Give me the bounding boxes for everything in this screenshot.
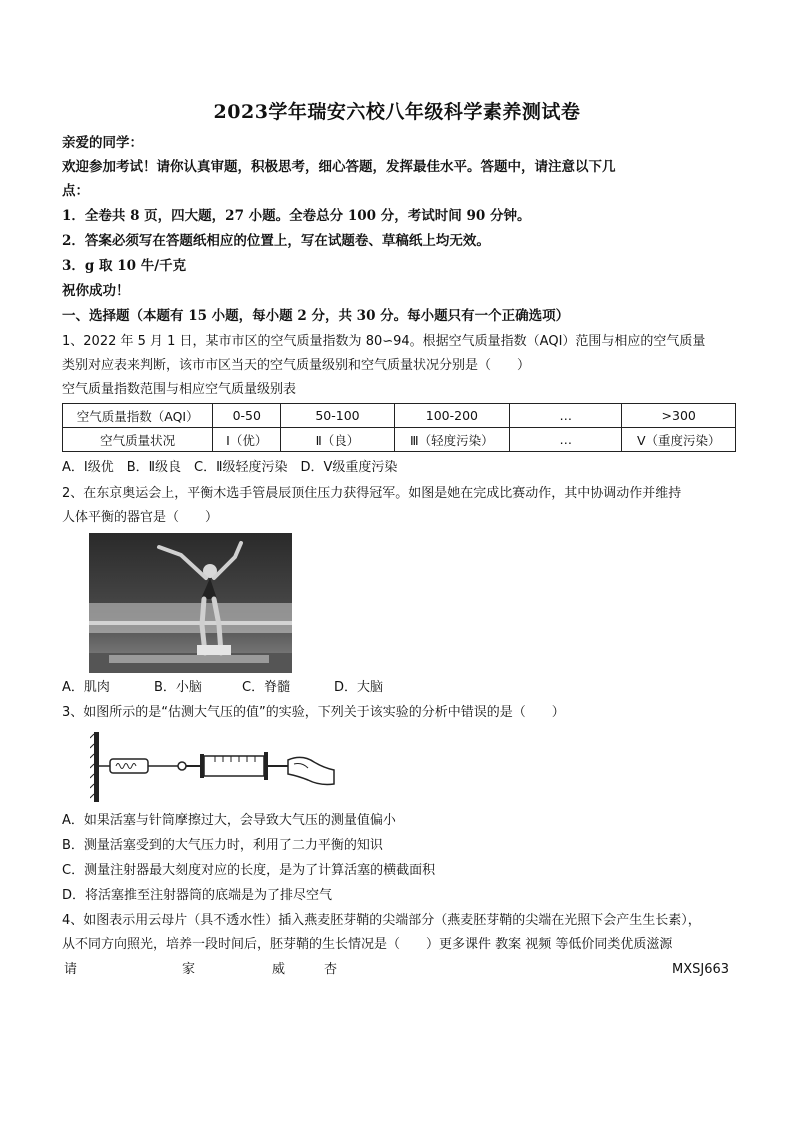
gymnast-photo-image xyxy=(89,533,292,673)
exam-title: 2023学年瑞安六校八年级科学素养测试卷 xyxy=(213,101,581,123)
footer-char: 家 xyxy=(182,962,196,977)
table-cell: Ⅲ（轻度污染） xyxy=(394,428,509,452)
table-cell: >300 xyxy=(622,404,736,428)
q3-option-d: D．将活塞推至注射器筒的底端是为了排尽空气 xyxy=(62,888,333,903)
q3-stem: 3、如图所示的是“估测大气压的值”的实验，下列关于该实验的分析中错误的是（ ） xyxy=(62,705,565,720)
q2-options xyxy=(62,678,742,698)
table-cell: … xyxy=(509,404,622,428)
q2-stem-line2: 人体平衡的器官是（ ） xyxy=(62,510,219,525)
q4-stem-line2: 从不同方向照光，培养一段时间后，胚芽鞘的生长情况是（ ）更多课件 教案 视频 等低价同类优质滋源 xyxy=(62,937,673,952)
note-1: 1．全卷共 8 页，四大题，27 小题。全卷总分 100 分，考试时间 90 分钟。 xyxy=(62,208,531,224)
q2-stem-line1: 2、在东京奥运会上，平衡木选手管晨辰顶住压力获得冠军。如图是她在完成比赛动作，其中协调动作并维持 xyxy=(62,486,682,501)
q2-option-a: A．肌肉 xyxy=(62,680,110,695)
q1-stem-line2: 类别对应表来判断，该市市区当天的空气质量级别和空气质量状况分别是（ ） xyxy=(62,358,531,373)
syringe-diagram xyxy=(90,726,340,804)
table-cell: Ⅱ（良） xyxy=(281,428,395,452)
q1-stem-line1: 1、2022 年 5 月 1 日，某市市区的空气质量指数为 80∽94。根据空气质量指数（AQI）范围与相应的空气质量 xyxy=(62,334,706,349)
note-3: 3．g 取 10 牛/千克 xyxy=(62,258,187,274)
table-cell: 100-200 xyxy=(394,404,509,428)
intro-text-cont: 点： xyxy=(62,183,89,199)
wish-text: 祝你成功！ xyxy=(62,283,130,299)
syringe-experiment-figure xyxy=(90,726,340,804)
q1-options: A．Ⅰ级优 B．Ⅱ级良 C．Ⅱ级轻度污染 D．Ⅴ级重度污染 xyxy=(62,460,398,475)
table-cell: 空气质量指数（AQI） xyxy=(63,404,213,428)
table-cell: 50-100 xyxy=(281,404,395,428)
aqi-table xyxy=(62,403,736,452)
note-2: 2．答案必须写在答题纸相应的位置上，写在试题卷、草稿纸上均无效。 xyxy=(62,233,490,249)
q3-option-c: C．测量注射器最大刻度对应的长度，是为了计算活塞的横截面积 xyxy=(62,863,436,878)
q3-option-a: A．如果活塞与针筒摩擦过大，会导致大气压的测量值偏小 xyxy=(62,813,396,828)
table-cell: 空气质量状况 xyxy=(63,428,213,452)
footer-char: 威 xyxy=(272,962,286,977)
gymnast-photo xyxy=(89,533,292,673)
q2-option-c: C．脊髓 xyxy=(242,680,291,695)
table-cell: Ⅰ（优） xyxy=(213,428,281,452)
q1-table-caption: 空气质量指数范围与相应空气质量级别表 xyxy=(62,382,297,397)
table-cell: … xyxy=(509,428,622,452)
table-cell: Ⅴ（重度污染） xyxy=(622,428,736,452)
table-cell: 0-50 xyxy=(213,404,281,428)
footer-char: 请 xyxy=(64,962,78,977)
footer-char: 杏 xyxy=(324,962,338,977)
greeting: 亲爱的同学： xyxy=(62,135,143,151)
q2-option-b: B．小脑 xyxy=(154,680,202,695)
table-row xyxy=(63,404,736,428)
footer-code: MXSJ663 xyxy=(672,962,730,977)
table-row xyxy=(63,428,736,452)
q4-stem-line1: 4、如图表示用云母片（具不透水性）插入燕麦胚芽鞘的尖端部分（燕麦胚芽鞘的尖端在光照下会产生生长素）， xyxy=(62,913,701,928)
q2-option-d: D．大脑 xyxy=(334,680,384,695)
intro-text: 欢迎参加考试！请你认真审题，积极思考，细心答题，发挥最佳水平。答题中，请注意以下几 xyxy=(62,159,616,175)
q3-option-b: B．测量活塞受到的大气压力时，利用了二力平衡的知识 xyxy=(62,838,383,853)
section-heading: 一、选择题（本题有 15 小题，每小题 2 分，共 30 分。每小题只有一个正确选项） xyxy=(62,308,570,324)
